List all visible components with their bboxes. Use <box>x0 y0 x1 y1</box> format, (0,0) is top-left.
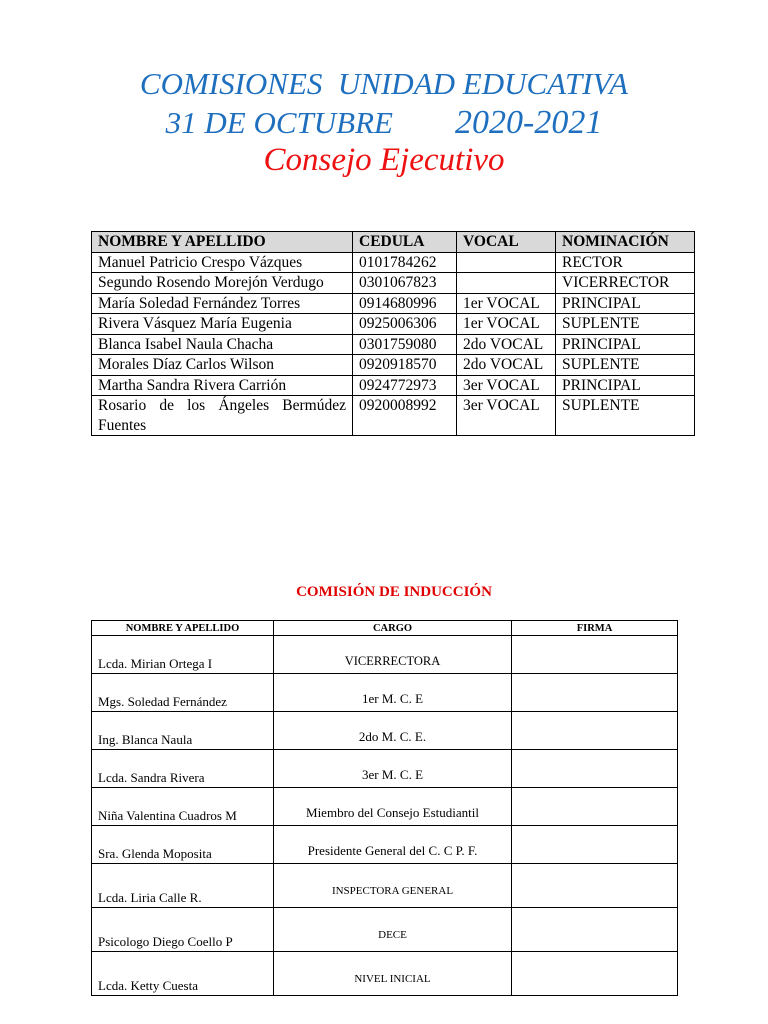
member-name: Rosario de los Ángeles Bermúdez Fuentes <box>92 396 353 436</box>
member-cargo: 2do M. C. E. <box>274 712 512 750</box>
member-name: Blanca Isabel Naula Chacha <box>92 334 353 355</box>
section-title-consejo: Consejo Ejecutivo <box>263 142 505 178</box>
member-name: Sra. Glenda Moposita <box>92 826 274 864</box>
table-row <box>92 293 695 314</box>
column-header-firma: FIRMA <box>512 621 678 636</box>
signature-cell[interactable] <box>512 750 678 788</box>
member-nominacion: SUPLENTE <box>556 355 695 376</box>
member-name: Manuel Patricio Crespo Vázques <box>92 252 353 273</box>
member-vocal <box>457 273 556 294</box>
member-vocal: 2do VOCAL <box>457 334 556 355</box>
member-name: Lcda. Ketty Cuesta <box>92 952 274 996</box>
table-row <box>92 273 695 294</box>
table-row <box>92 864 678 908</box>
column-header-vocal: VOCAL <box>457 232 556 253</box>
table-row <box>92 375 695 396</box>
member-name: Rivera Vásquez María Eugenia <box>92 314 353 335</box>
member-nominacion: SUPLENTE <box>556 314 695 335</box>
member-nominacion: PRINCIPAL <box>556 293 695 314</box>
executive-council-table <box>91 231 695 436</box>
member-name: María Soledad Fernández Torres <box>92 293 353 314</box>
signature-cell[interactable] <box>512 636 678 674</box>
document-date-line <box>0 104 768 142</box>
member-cargo: INSPECTORA GENERAL <box>274 864 512 908</box>
table-row <box>92 355 695 376</box>
member-name: Segundo Rosendo Morejón Verdugo <box>92 273 353 294</box>
table-row <box>92 252 695 273</box>
induction-committee-table <box>91 620 678 996</box>
document-date: 31 DE OCTUBRE <box>165 105 393 140</box>
column-header-cedula: CEDULA <box>353 232 457 253</box>
member-name: Lcda. Mirian Ortega I <box>92 636 274 674</box>
table-header-row <box>92 621 678 636</box>
signature-cell[interactable] <box>512 864 678 908</box>
signature-cell[interactable] <box>512 712 678 750</box>
member-cedula: 0924772973 <box>353 375 457 396</box>
member-cargo: 1er M. C. E <box>274 674 512 712</box>
member-name: Morales Díaz Carlos Wilson <box>92 355 353 376</box>
member-name: Psicologo Diego Coello P <box>92 908 274 952</box>
member-vocal: 3er VOCAL <box>457 375 556 396</box>
member-cargo: DECE <box>274 908 512 952</box>
member-cedula: 0914680996 <box>353 293 457 314</box>
table-row <box>92 314 695 335</box>
member-name: Niña Valentina Cuadros M <box>92 788 274 826</box>
member-cedula: 0920918570 <box>353 355 457 376</box>
member-name: Ing. Blanca Naula <box>92 712 274 750</box>
member-nominacion: PRINCIPAL <box>556 375 695 396</box>
column-header-cargo: CARGO <box>274 621 512 636</box>
member-cargo: Miembro del Consejo Estudiantil <box>274 788 512 826</box>
signature-cell[interactable] <box>512 952 678 996</box>
column-header-name: NOMBRE Y APELLIDO <box>92 621 274 636</box>
column-header-nominacion: NOMINACIÓN <box>556 232 695 253</box>
signature-cell[interactable] <box>512 788 678 826</box>
member-name: Martha Sandra Rivera Carrión <box>92 375 353 396</box>
member-vocal: 3er VOCAL <box>457 396 556 436</box>
table-row <box>92 750 678 788</box>
member-cargo: 3er M. C. E <box>274 750 512 788</box>
member-cedula: 0920008992 <box>353 396 457 436</box>
member-cedula: 0301067823 <box>353 273 457 294</box>
member-cargo: NIVEL INICIAL <box>274 952 512 996</box>
member-name: Mgs. Soledad Fernández <box>92 674 274 712</box>
member-vocal: 1er VOCAL <box>457 314 556 335</box>
signature-cell[interactable] <box>512 674 678 712</box>
school-year: 2020-2021 <box>455 104 603 141</box>
member-name: Lcda. Sandra Rivera <box>92 750 274 788</box>
signature-cell[interactable] <box>512 826 678 864</box>
member-cargo: Presidente General del C. C P. F. <box>274 826 512 864</box>
member-cargo: VICERRECTORA <box>274 636 512 674</box>
table-header-row <box>92 232 695 253</box>
table-row <box>92 334 695 355</box>
table-row <box>92 908 678 952</box>
member-vocal: 1er VOCAL <box>457 293 556 314</box>
table-row <box>92 712 678 750</box>
member-name: Lcda. Liria Calle R. <box>92 864 274 908</box>
column-header-name: NOMBRE Y APELLIDO <box>92 232 353 253</box>
section-title-induccion: COMISIÓN DE INDUCCIÓN <box>296 584 492 600</box>
member-cedula: 0301759080 <box>353 334 457 355</box>
table-row <box>92 952 678 996</box>
member-nominacion: SUPLENTE <box>556 396 695 436</box>
table-row <box>92 826 678 864</box>
document-title: COMISIONES UNIDAD EDUCATIVA <box>139 66 629 101</box>
member-vocal: 2do VOCAL <box>457 355 556 376</box>
table-row <box>92 396 695 436</box>
table-row <box>92 674 678 712</box>
member-nominacion: VICERRECTOR <box>556 273 695 294</box>
member-vocal <box>457 252 556 273</box>
table-row <box>92 636 678 674</box>
member-nominacion: RECTOR <box>556 252 695 273</box>
member-nominacion: PRINCIPAL <box>556 334 695 355</box>
member-cedula: 0101784262 <box>353 252 457 273</box>
table-row <box>92 788 678 826</box>
member-cedula: 0925006306 <box>353 314 457 335</box>
signature-cell[interactable] <box>512 908 678 952</box>
